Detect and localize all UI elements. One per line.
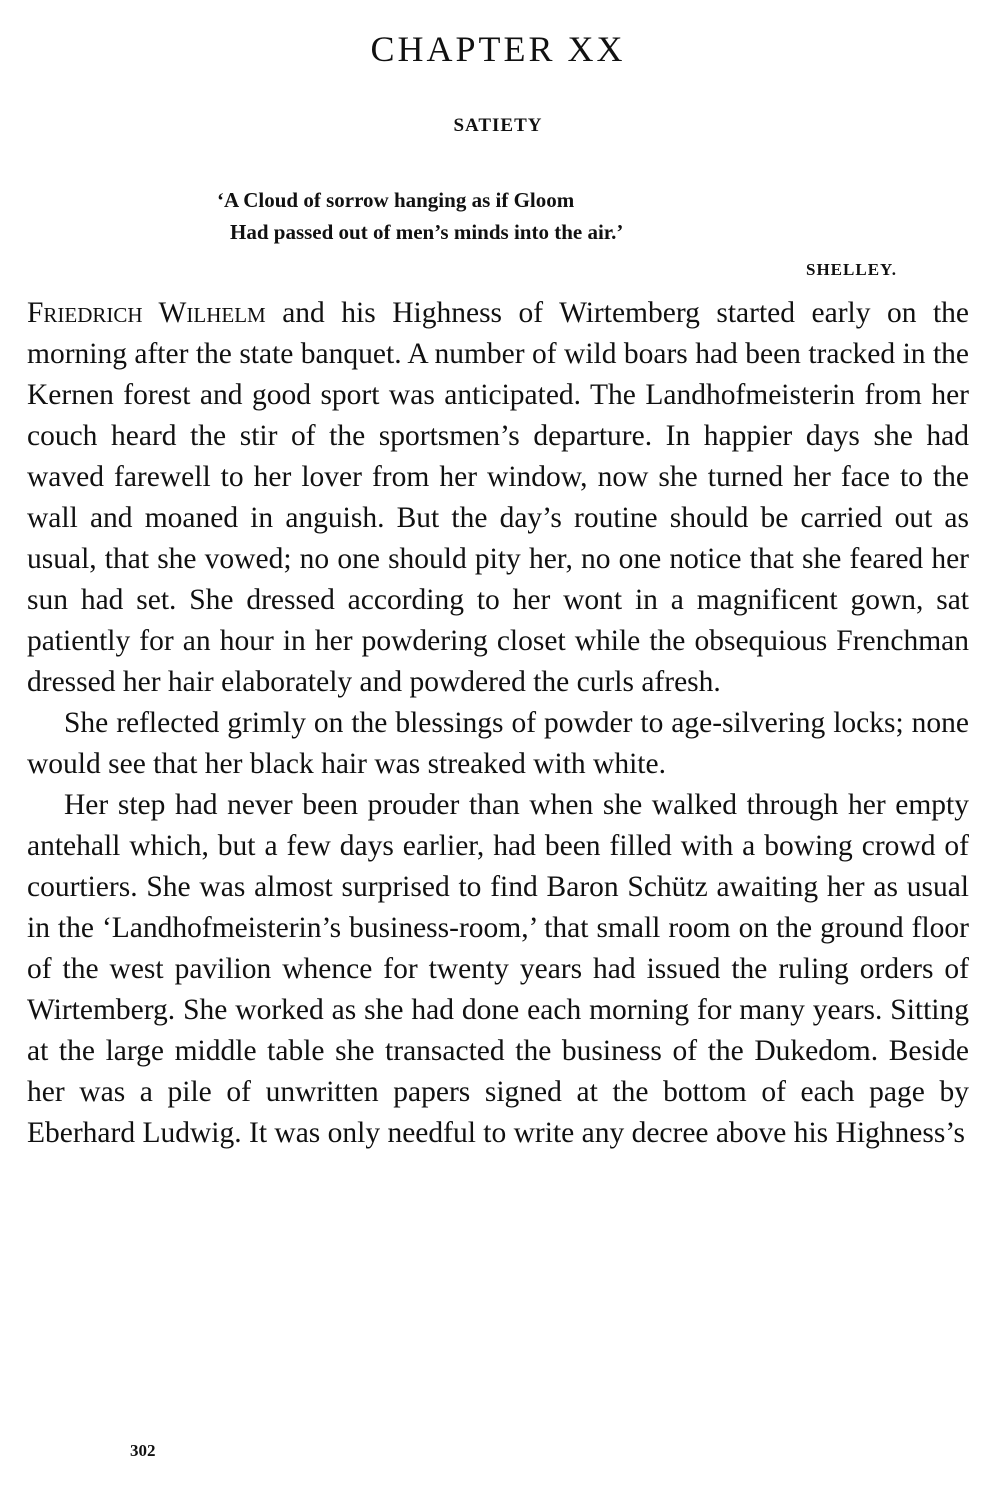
book-page — [27, 0, 969, 1494]
page-number: 302 — [130, 1441, 156, 1460]
paragraph-1-text: and his Highness of Wirtemberg started early on the morning after the state banquet. A number of wild boars had been tracked in the Kernen forest and good sport was anticipated. The Landhofmeisterin from her couch heard the stir of the sportsmen’s departure. In happier days she had waved farewell to her lover from her window, now she turned her face to the wall and moaned in anguish. But the day’s routine should be carried out as usual, that she vowed; no one should pity her, no one notice that she feared her sun had set. She dressed according to her wont in a magnificent gown, sat patiently for an hour in her powdering closet while the obsequious Frenchman dressed her hair elaborately and powdered the curls afresh. — [27, 297, 969, 698]
paragraph-3: Her step had never been prouder than when she walked through her empty antehall which, but a few days earlier, had been filled with a bowing crowd of courtiers. She was almost surprised to find Baron Schütz awaiting her as usual in the ‘Landhofmeisterin’s business-room,’ that small room on the ground floor of the west pavilion whence for twenty years had issued the ruling orders of Wirtemberg. She worked as she had done each morning for many years. Sitting at the large middle table she transacted the business of the Dukedom. Beside her was a pile of unwritten papers signed at the bottom of each page by Eberhard Ludwig. It was only needful to write any decree above his Highness’s — [27, 789, 969, 1149]
chapter-subtitle: SATIETY — [453, 115, 543, 136]
epigraph-line-2: Had passed out of men’s minds into the air.’ — [230, 220, 624, 244]
body-text — [27, 293, 969, 1154]
paragraph-1-lead: Friedrich Wilhelm — [27, 297, 266, 329]
paragraph-2: She reflected grimly on the blessings of powder to age-silvering locks; none would see that her black hair was streaked with white. — [27, 707, 969, 780]
epigraph-attribution: SHELLEY. — [806, 260, 897, 279]
epigraph — [217, 184, 897, 279]
chapter-title: CHAPTER XX — [370, 29, 626, 69]
epigraph-line-1: ‘A Cloud of sorrow hanging as if Gloom — [217, 188, 575, 212]
paragraph-1 — [27, 293, 969, 703]
